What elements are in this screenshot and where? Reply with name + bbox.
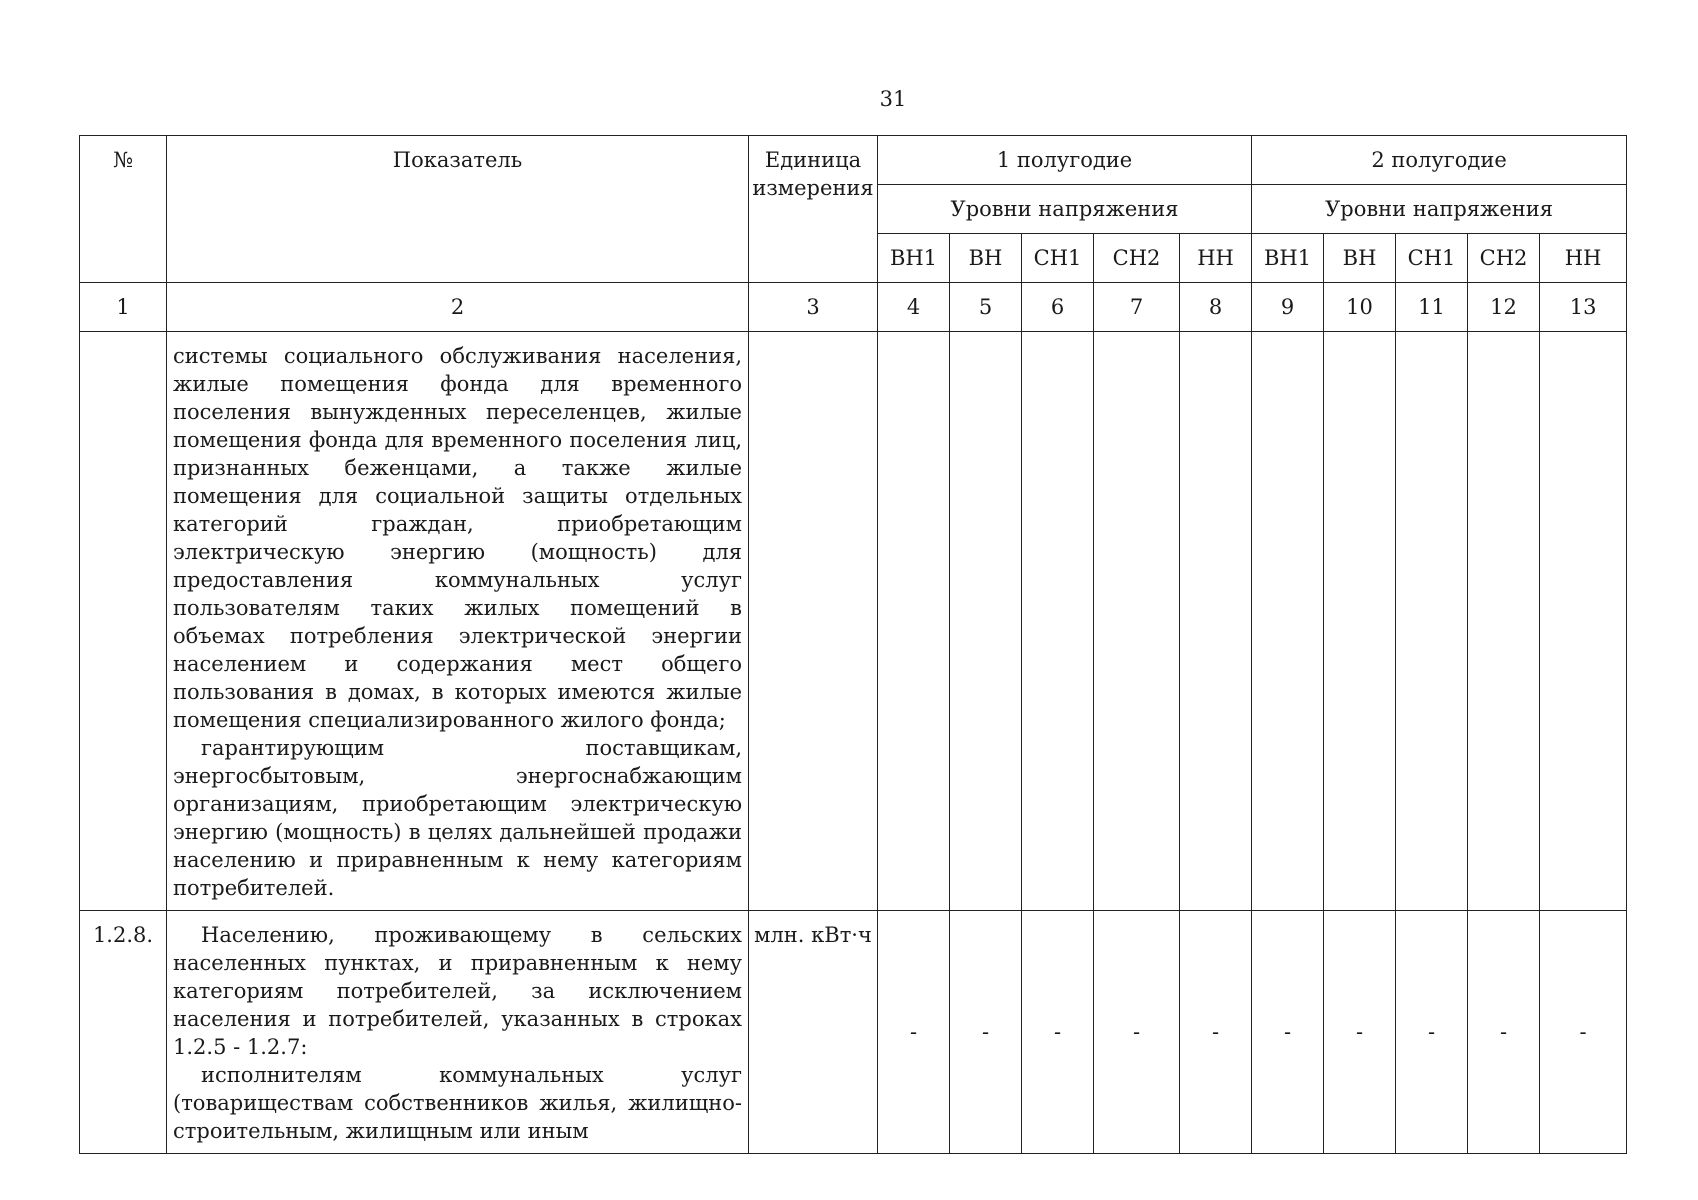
header-half1: 1 полугодие <box>878 136 1252 185</box>
column-number: 9 <box>1252 283 1324 332</box>
row-value <box>1252 332 1324 911</box>
header-level-vn1: ВН1 <box>878 234 950 283</box>
column-number: 8 <box>1180 283 1252 332</box>
row-value: - <box>1022 911 1094 1154</box>
row-number <box>80 332 167 911</box>
page-number: 31 <box>879 87 907 111</box>
header-level-sn1: СН1 <box>1022 234 1094 283</box>
row-value <box>1022 332 1094 911</box>
row-value <box>950 332 1022 911</box>
row-value <box>1324 332 1396 911</box>
header-indicator-cell: Показатель <box>167 136 749 283</box>
column-number: 13 <box>1540 283 1627 332</box>
header-unit-line1: Единица <box>764 148 862 172</box>
row-paragraph: исполнителям коммунальных услуг (товариществам собственников жилья, жилищно-строительным, жилищным или иным <box>173 1063 742 1143</box>
row-paragraph: гарантирующим поставщикам, энергосбытовым, энергоснабжающим организациям, приобретающим электрическую энергию (мощность) в целях дальнейшей продажи населению и приравненным к нему категориям потребителей. <box>173 736 742 900</box>
tariff-table <box>79 135 1627 1154</box>
header-voltage-levels-half2: Уровни напряжения <box>1252 185 1627 234</box>
row-value: - <box>1180 911 1252 1154</box>
row-unit <box>749 332 878 911</box>
row-value: - <box>1324 911 1396 1154</box>
header-half2: 2 полугодие <box>1252 136 1627 185</box>
header-row-1 <box>80 136 1627 185</box>
header-level-nn: НН <box>1180 234 1252 283</box>
column-number: 10 <box>1324 283 1396 332</box>
row-value <box>878 332 950 911</box>
header-unit-line2: измерения <box>752 176 874 200</box>
row-value: - <box>1468 911 1540 1154</box>
header-level-vn1: ВН1 <box>1252 234 1324 283</box>
column-number: 7 <box>1094 283 1180 332</box>
header-level-sn2: СН2 <box>1094 234 1180 283</box>
row-paragraph: системы социального обслуживания населения, жилые помещения фонда для временного поселения вынужденных переселенцев, жилые помещения фонда для временного поселения лиц, признанных беженцами, а также жилые помещения для социальной защиты отдельных категорий граждан, приобретающим электрическую энергию (мощность) для предоставления коммунальных услуг пользователям таких жилых помещений в объемах потребления электрической энергии населением и содержания мест общего пользования в домах, в которых имеются жилые помещения специализированного жилого фонда; <box>173 344 742 732</box>
row-value <box>1468 332 1540 911</box>
header-level-vn: ВН <box>950 234 1022 283</box>
column-number: 5 <box>950 283 1022 332</box>
row-value: - <box>1540 911 1627 1154</box>
row-value <box>1180 332 1252 911</box>
row-value <box>1396 332 1468 911</box>
header-level-sn1: СН1 <box>1396 234 1468 283</box>
row-paragraph: Населению, проживающему в сельских населенных пунктах, и приравненным к нему категориям потребителей, за исключением населения и потребителей, указанных в строках 1.2.5 - 1.2.7: <box>173 923 742 1059</box>
column-number-row <box>80 283 1627 332</box>
header-level-sn2: СН2 <box>1468 234 1540 283</box>
row-unit: млн. кВт·ч <box>749 911 878 1154</box>
row-description <box>167 911 749 1154</box>
header-number-cell: № <box>80 136 167 283</box>
column-number: 2 <box>167 283 749 332</box>
header-unit-cell <box>749 136 878 283</box>
header-level-nn: НН <box>1540 234 1627 283</box>
column-number: 1 <box>80 283 167 332</box>
row-number: 1.2.8. <box>80 911 167 1154</box>
row-description <box>167 332 749 911</box>
row-value: - <box>1094 911 1180 1154</box>
row-value: - <box>878 911 950 1154</box>
column-number: 11 <box>1396 283 1468 332</box>
column-number: 12 <box>1468 283 1540 332</box>
row-value: - <box>1396 911 1468 1154</box>
row-value: - <box>1252 911 1324 1154</box>
column-number: 4 <box>878 283 950 332</box>
table-row <box>80 332 1627 911</box>
row-value <box>1094 332 1180 911</box>
row-value <box>1540 332 1627 911</box>
column-number: 3 <box>749 283 878 332</box>
header-level-vn: ВН <box>1324 234 1396 283</box>
row-value: - <box>950 911 1022 1154</box>
column-number: 6 <box>1022 283 1094 332</box>
header-voltage-levels-half1: Уровни напряжения <box>878 185 1252 234</box>
table-row <box>80 911 1627 1154</box>
